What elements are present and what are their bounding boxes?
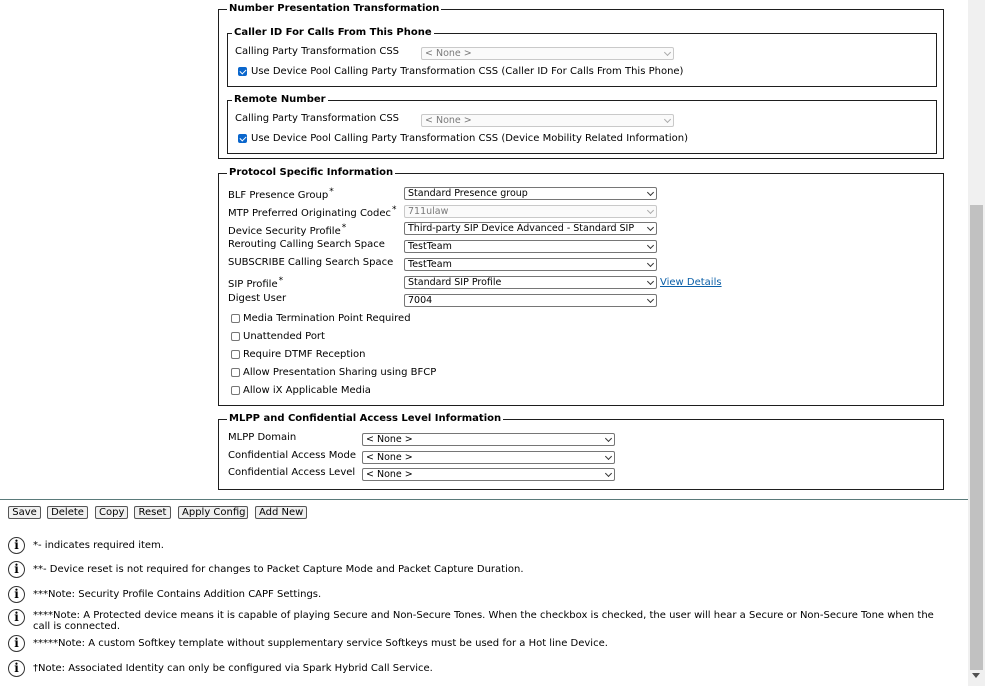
sip-profile-select[interactable] [404,276,657,289]
blf-value: Standard Presence group [408,188,528,199]
device-config-page: Number Presentation Transformation Caller ID For Calls From This Phone Calling Party Transformation CSS < None > Use Device Pool Calling Party Transformation CSS (Caller ID For Calls From This Phone) Remote Number Calling Party Transformation CSS < None > Use Device Pool Calling Party Transformation CSS (Device Mobility Related Information) Protocol Specific Information BLF Presence Group* Standard Presence group MTP Preferred Originating Codec* 711ulaw Device Security Profile* Third-party SIP Device Advanced - Standard SIP Rerouting Calling Search Space TestTeam SUBSCRIBE Calling Search Space TestTeam SIP Profile* Standard SIP Profile View Details Digest User 7004 Media Termination Point Required Unattended Port Require DTMF Reception Allow Presentation Sharing using BFCP Allow iX Applicable Media MLPP and Confidential Access Level Information MLPP Domain < None > Confidential Access Mode < None > Confidential Access Level < None > Save Delete Copy Reset Apply Config Add New i *- indicates required item. i **- Device reset is not required for changes to Packet Capture Mode and Packet Capture Duration. i ***Note: Security Profile Contains Addition CAPF Settings. i ****Note: A Protected device means it is capable of playing Secure and Non-Secure Tones. When the checkbox is checked, the user will hear a Secure or Non-Secure Tone when the call is connected. i *****Note: A custom Softkey template without supplementary service Softkeys must be used for a Hot line Device. i †Note: Associated Identity can only be configured via Spark Hybrid Call Service. [0,0,968,686]
confidential-mode-value: < None > [366,452,413,463]
dtmf-reception-checkbox[interactable] [231,350,240,359]
confidential-level-value: < None > [366,469,413,480]
digest-user-value: 7004 [408,295,433,306]
info-icon: i [8,609,25,626]
caller-id-legend: Caller ID For Calls From This Phone [234,27,432,38]
view-details-link[interactable]: View Details [660,277,722,288]
chevron-down-icon [647,224,654,231]
mlpp-fieldset [218,413,944,490]
chevron-down-icon [647,207,654,214]
subscribe-css-select[interactable] [404,258,657,271]
caller-id-fieldset [227,27,937,87]
bfcp-sharing-label: Allow Presentation Sharing using BFCP [243,367,437,378]
bfcp-sharing-checkbox[interactable] [231,368,240,377]
mtp-label: MTP Preferred Originating Codec* [228,205,397,219]
chevron-down-icon [647,189,654,196]
dtmf-reception-label: Require DTMF Reception [243,349,366,360]
unattended-port-label: Unattended Port [243,331,325,342]
chevron-down-icon [647,242,654,249]
rerouting-css-label: Rerouting Calling Search Space [228,239,385,250]
remote-use-pool-checkbox[interactable] [238,134,247,143]
caller-id-css-label: Calling Party Transformation CSS [235,46,400,57]
security-profile-label: Device Security Profile* [228,223,347,237]
number-presentation-fieldset [218,3,944,159]
reset-button[interactable]: Reset [134,506,171,519]
mtp-required-checkbox[interactable] [231,314,240,323]
chevron-down-icon [664,49,671,56]
remote-use-pool-label: Use Device Pool Calling Party Transformation CSS (Device Mobility Related Information) [251,133,688,144]
mlpp-domain-select[interactable] [362,433,615,446]
mtp-required-label: Media Termination Point Required [243,313,411,324]
digest-user-select[interactable] [404,294,657,307]
chevron-down-icon [605,470,612,477]
info-icon: i [8,586,25,603]
scrollbar-thumb[interactable] [970,205,983,670]
ix-media-checkbox[interactable] [231,386,240,395]
security-profile-select[interactable] [404,222,657,235]
sip-profile-value: Standard SIP Profile [408,277,502,288]
digest-user-label: Digest User [228,293,287,304]
mlpp-legend: MLPP and Confidential Access Level Information [229,413,502,424]
caller-id-use-pool-label: Use Device Pool Calling Party Transformation CSS (Caller ID For Calls From This Phone) [251,66,684,77]
mtp-value: 711ulaw [408,206,449,217]
remote-css-label: Calling Party Transformation CSS [235,113,400,124]
protocol-fieldset [218,167,944,406]
vertical-scrollbar[interactable] [968,0,985,686]
confidential-mode-label: Confidential Access Mode [228,450,357,461]
info-icon: i [8,561,25,578]
caller-id-css-value: < None > [425,48,472,59]
unattended-port-checkbox[interactable] [231,332,240,341]
remote-number-fieldset [227,94,937,154]
chevron-down-icon [664,116,671,123]
blf-select[interactable] [404,187,657,200]
subscribe-css-label: SUBSCRIBE Calling Search Space [228,257,394,268]
delete-button[interactable]: Delete [47,506,88,519]
ix-media-label: Allow iX Applicable Media [243,385,371,396]
chevron-down-icon [647,260,654,267]
info-icon: i [8,660,25,677]
save-button[interactable]: Save [8,506,41,519]
confidential-level-label: Confidential Access Level [228,467,356,478]
chevron-down-icon [647,296,654,303]
info-icon: i [8,537,25,554]
number-presentation-legend: Number Presentation Transformation [229,3,440,14]
blf-label: BLF Presence Group* [228,187,334,201]
remote-css-value: < None > [425,115,472,126]
copy-button[interactable]: Copy [95,506,128,519]
mlpp-domain-label: MLPP Domain [228,432,297,443]
rerouting-css-select[interactable] [404,240,657,253]
remote-css-select[interactable] [421,114,674,127]
scroll-down-arrow-icon[interactable] [972,673,980,678]
apply-config-button[interactable]: Apply Config [178,506,248,519]
mlpp-domain-value: < None > [366,434,413,445]
sip-profile-label: SIP Profile* [228,276,284,290]
confidential-mode-select[interactable] [362,451,615,464]
add-new-button[interactable]: Add New [255,506,307,519]
mtp-select[interactable] [404,205,657,218]
caller-id-use-pool-checkbox[interactable] [238,67,247,76]
chevron-down-icon [647,278,654,285]
info-icon: i [8,635,25,652]
security-profile-value: Third-party SIP Device Advanced - Standard SIP [408,223,635,234]
protocol-legend: Protocol Specific Information [229,167,394,178]
section-divider [0,499,968,500]
subscribe-css-value: TestTeam [408,259,452,270]
caller-id-css-select[interactable] [421,47,674,60]
chevron-down-icon [605,453,612,460]
confidential-level-select[interactable] [362,468,615,481]
rerouting-css-value: TestTeam [408,241,452,252]
remote-number-legend: Remote Number [234,94,326,105]
chevron-down-icon [605,435,612,442]
